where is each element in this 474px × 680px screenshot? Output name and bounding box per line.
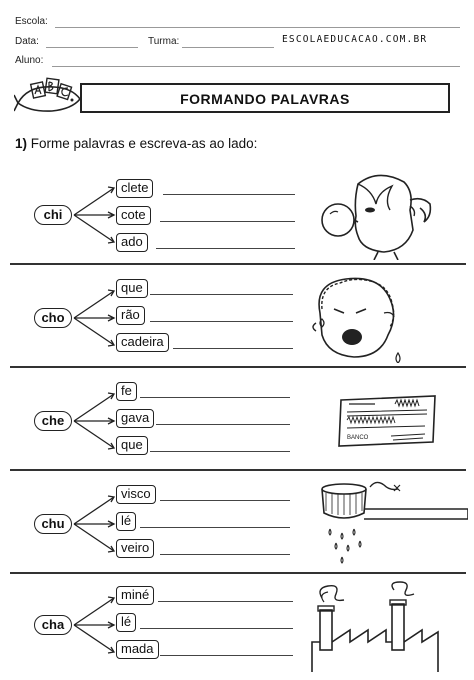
suffix-box: que [116,279,148,298]
suffix-box: visco [116,485,156,504]
page-title: FORMANDO PALAVRAS [180,91,350,107]
branch-arrows-icon [72,273,118,373]
write-line[interactable] [156,424,290,425]
suffix-box: gava [116,409,154,428]
suffix-box: mada [116,640,159,659]
factory-chimney-icon [310,580,440,672]
section-cho [0,273,474,373]
instruction-text: Forme palavras e escreva-as ao lado: [30,136,258,151]
syllable-bubble: chi [34,205,72,225]
branch-arrows-icon [72,580,118,680]
class-field[interactable] [182,47,274,48]
suffix-box: fe [116,382,137,401]
student-label: Aluno: [15,55,44,66]
write-line[interactable] [150,451,290,452]
section-che [0,376,474,476]
section-chi [0,170,474,270]
suffix-box: miné [116,586,154,605]
instruction [15,136,257,151]
school-field[interactable] [55,27,460,28]
write-line[interactable] [156,248,295,249]
suffix-box: cadeira [116,333,169,352]
date-label: Data: [15,36,39,47]
crying-boy-icon [300,273,410,363]
write-line[interactable] [160,554,290,555]
section-chu [0,479,474,579]
write-line[interactable] [160,655,293,656]
class-label: Turma: [148,36,180,47]
suffix-box: cote [116,206,151,225]
site-url: ESCOLAEDUCACAO.COM.BR [282,34,428,45]
svg-text:BANCO: BANCO [347,435,369,441]
branch-arrows-icon [72,170,118,270]
write-line[interactable] [140,628,293,629]
write-line[interactable] [140,397,290,398]
write-line[interactable] [158,601,293,602]
student-field[interactable] [52,66,460,67]
syllable-bubble: che [34,411,72,431]
school-label: Escola: [15,16,48,27]
write-line[interactable] [173,348,293,349]
branch-arrows-icon [72,376,118,476]
write-line[interactable] [160,221,295,222]
girl-blowing-bubblegum-icon [318,170,438,260]
suffix-box: ado [116,233,148,252]
suffix-box: rão [116,306,145,325]
suffix-box: veiro [116,539,154,558]
syllable-bubble: chu [34,514,72,534]
syllable-bubble: cho [34,308,72,328]
abc-fish-logo-icon [14,75,86,119]
suffix-box: lé [116,613,136,632]
suffix-box: clete [116,179,153,198]
suffix-box: lé [116,512,136,531]
suffix-box: que [116,436,148,455]
shower-head-icon [318,479,468,569]
write-line[interactable] [140,527,290,528]
date-field[interactable] [46,47,138,48]
instruction-number: 1) [15,136,28,151]
branch-arrows-icon [72,479,118,579]
write-line[interactable] [150,321,293,322]
title-banner [80,83,450,113]
syllable-bubble: cha [34,615,72,635]
write-line[interactable] [160,500,290,501]
write-line[interactable] [150,294,293,295]
bank-check-icon [335,394,440,449]
write-line[interactable] [163,194,295,195]
section-cha [0,580,474,680]
